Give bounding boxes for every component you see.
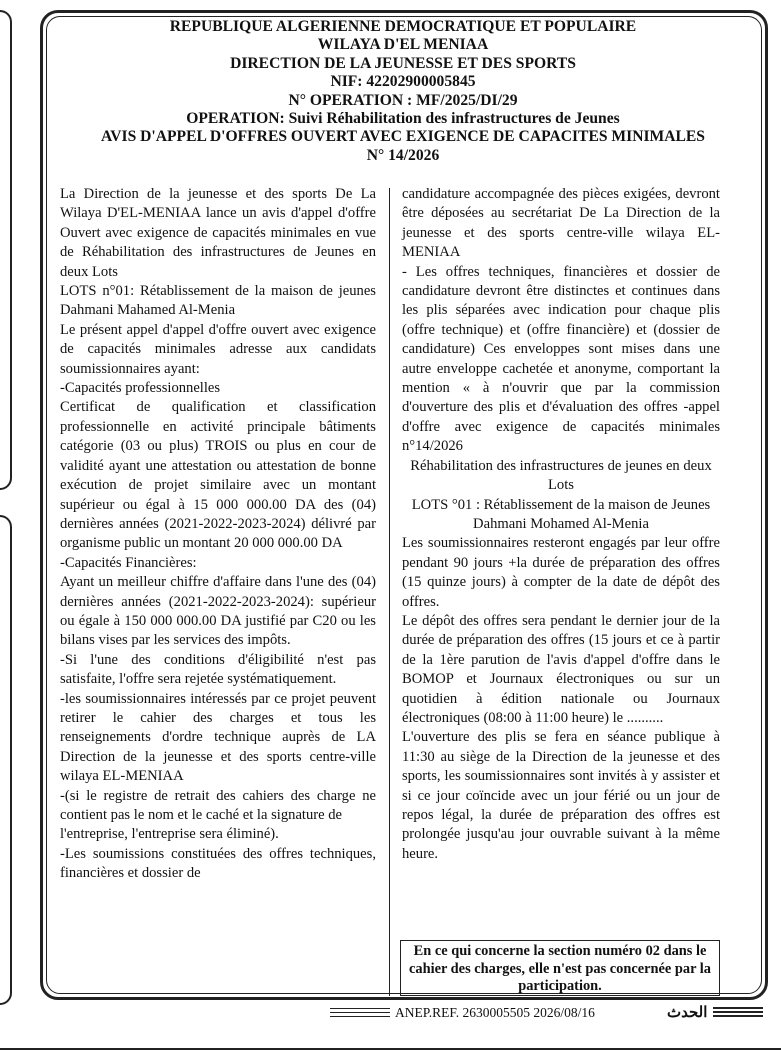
paragraph: -Les soumissions constituées des offres techniques, financières et dossier de xyxy=(60,845,376,882)
header-nif: NIF: 42202900005845 xyxy=(330,73,476,91)
paragraph: LOTS °01 : Rétablissement de la maison de Jeunes Dahmani Mohamed Al-Menia xyxy=(411,496,711,532)
paragraph: L'ouverture des plis se fera en séance publique à 11:30 au siège de la Direction de la jeunesse et des sports, les soumissionnaires sont invités à y assister et si ce jour coïncide avec un jour férié ou un jour de repos légal, la durée de préparation des offres est prolongée jusqu'au jour ouvrable suivant à la même heure. xyxy=(402,729,720,862)
paragraph: La Direction de la jeunesse et des sports De La Wilaya D'EL-MENIAA lance un avis d'appel d'offre Ouvert avec exigence de capacités minimales en vue de Réhabilitation des infrastructures de Jeunes en deux Lots xyxy=(60,186,376,280)
newspaper-logo: الحدث xyxy=(667,1005,708,1021)
header-operation-number: N° OPERATION : MF/2025/DI/29 xyxy=(288,91,518,109)
header-operation: OPERATION: Suivi Réhabilitation des infrastructures de Jeunes xyxy=(186,110,620,128)
column-divider xyxy=(389,188,390,996)
section-notice-box: En ce qui concerne la section numéro 02 dans le cahier des charges, elle n'est pas concernée par la participation. xyxy=(400,940,720,996)
paragraph: Le présent appel d'appel d'offre ouvert avec exigence de capacités minimales adresse aux candidats soumissionnaires ayant: xyxy=(60,321,376,377)
left-page-edge-bottom xyxy=(0,515,12,1005)
paragraph: -Si l'une des conditions d'éligibilité n'est pas satisfaite, l'offre sera rejetée systématiquement. xyxy=(60,651,376,688)
left-column xyxy=(60,185,376,884)
header-direction: DIRECTION DE LA JEUNESSE ET DES SPORTS xyxy=(230,54,576,72)
paragraph: Le dépôt des offres sera pendant le dernier jour de la durée de préparation des offres (15 jours et ce à partir de la 1ère parution de l'avis d'appel d'offre dans le BOMOP et Journaux électroniques ou sur un quotidien à édition nationale ou Journaux électroniques (08:00 à 11:00 heure) le .......... xyxy=(402,612,720,726)
notice-header xyxy=(58,18,748,165)
paragraph: -(si le registre de retrait des cahiers des charge ne contient pas le nom et le caché et la signature de xyxy=(60,787,376,823)
paragraph: Ayant un meilleur chiffre d'affaire dans l'une des (04) dernières années (2021-2022-2023-2024): supérieur ou égale à 150 000 000.00 DA justifié par C20 ou les bilans vises par les services des impôts. xyxy=(60,574,376,649)
header-tender-number: N° 14/2026 xyxy=(366,146,440,164)
paragraph: Certificat de qualification et classification professionnelle en activité principale bâtiments catégorie (03 ou plus) TROIS ou plus en cour de validité ayant une attestation ou attestation de bonne exécution de projet similaire avec un montant supérieur ou égal à 15 000 000.00 DA des (04) dernières années (2021-2022-2023-2024) délivré par organisme public un montant 20 000 000.00 DA xyxy=(60,399,376,552)
page-bottom-rule xyxy=(0,1048,781,1050)
paragraph: LOTS n°01: Rétablissement de la maison de jeunes Dahmani Mahamed Al-Menia xyxy=(60,283,376,319)
header-wilaya: WILAYA D'EL MENIAA xyxy=(317,36,489,54)
paragraph: -Capacités Financières: xyxy=(60,554,197,571)
paragraph: Les soumissionnaires resteront engagés par leur offre pendant 90 jours +la durée de préparation des offres (15 quinze jours) à compter de la date de dépôt des offres. xyxy=(402,535,720,610)
header-republic: REPUBLIQUE ALGERIENNE DEMOCRATIQUE ET POPULAIRE xyxy=(169,18,637,35)
footer-stripes-icon xyxy=(713,1007,763,1019)
left-page-edge-top xyxy=(0,10,12,490)
header-tender-title: AVIS D'APPEL D'OFFRES OUVERT AVEC EXIGENCE DE CAPACITES MINIMALES xyxy=(101,128,705,146)
paragraph: candidature accompagnée des pièces exigées, devront être déposées au secrétariat De La Direction de la jeunesse et des sports centre-ville wilaya EL-MENIAA xyxy=(402,186,720,261)
paragraph: Réhabilitation des infrastructures de jeunes en deux Lots xyxy=(410,457,712,494)
footer-rule-lines xyxy=(330,1012,390,1013)
paragraph: - Les offres techniques, financières et dossier de candidature devront être distinctes et continues dans les plis séparées avec indication pour chaque plis (offre technique) et (offre financière) et (dossier de candidature) Ces enveloppes sont mises dans une autre enveloppe cachetée et anonyme, comportant la mention « à n'ouvrir que par la commission d'ouverture des plis et d'évaluation des offres -appel d'offre avec exigence de capacités minimales n°14/2026 xyxy=(402,263,720,455)
paragraph: -les soumissionnaires intéressés par ce projet peuvent retirer le cahier des charges et tous les renseignements d'ordre technique auprès de LA Direction de la jeunesse et des sports centre-ville wilaya EL-MENIAA xyxy=(60,690,376,785)
right-column xyxy=(402,185,720,864)
footer xyxy=(395,1003,765,1023)
paragraph: l'entreprise, l'entreprise sera éliminé). xyxy=(60,826,279,843)
anep-reference: ANEP.REF. 2630005505 2026/08/16 xyxy=(395,1005,595,1020)
paragraph: -Capacités professionnelles xyxy=(60,380,221,397)
